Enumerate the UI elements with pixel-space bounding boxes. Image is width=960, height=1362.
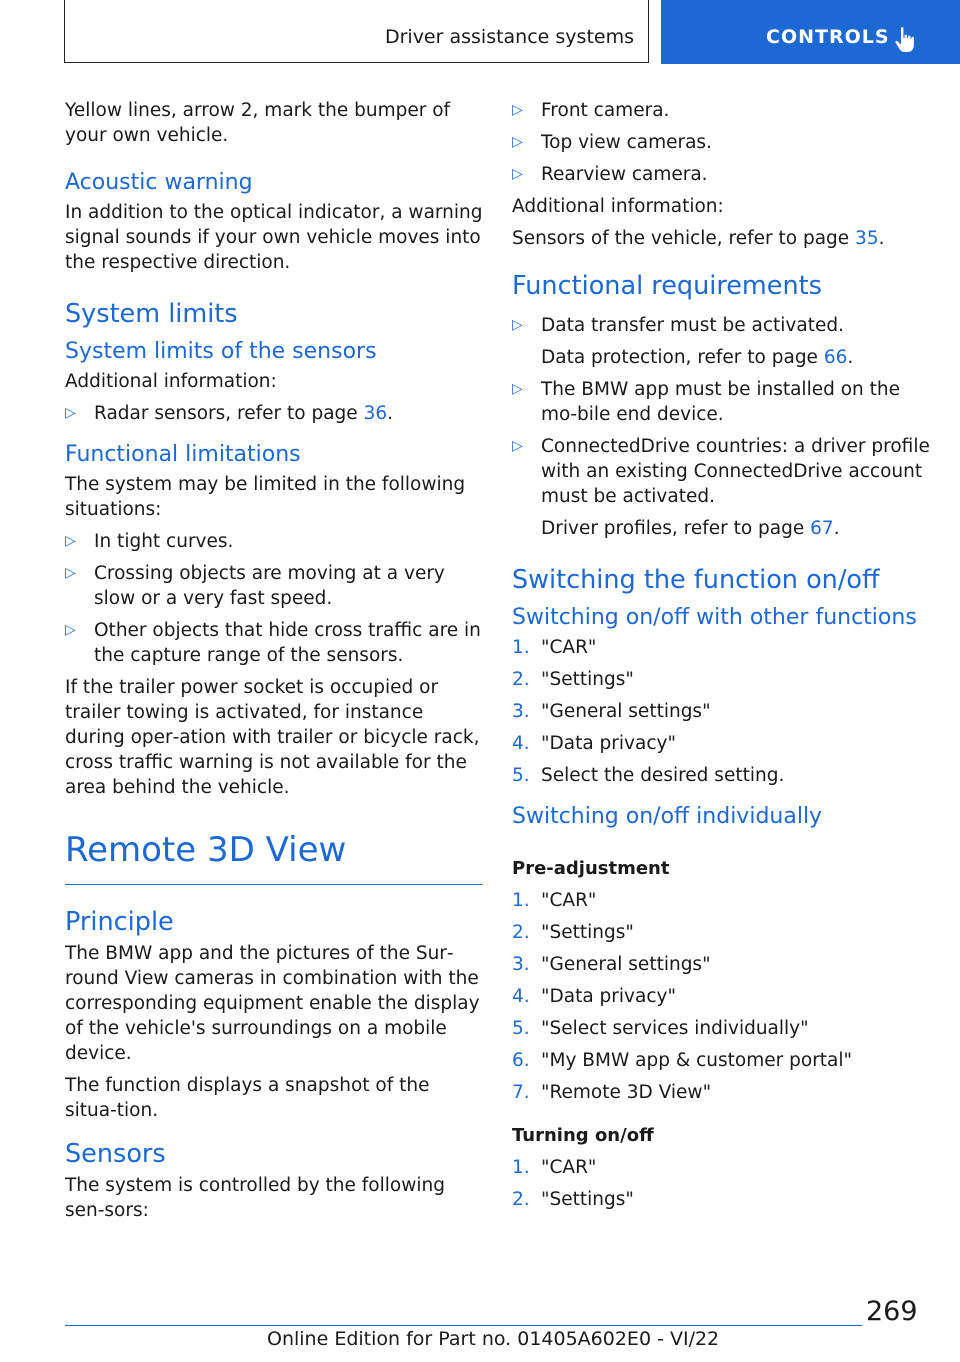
left-column xyxy=(65,98,483,1230)
page-link-66[interactable]: 66 xyxy=(823,347,848,368)
list-item xyxy=(512,731,930,756)
list-item xyxy=(512,1080,930,1105)
system-limits-heading: System limits xyxy=(65,299,238,329)
limitation-text: In tight curves. xyxy=(94,531,234,552)
acoustic-warning-text: In addition to the optical indicator, a warning signal sounds if your own vehicle moves into the respective direction. xyxy=(65,202,483,273)
list-item xyxy=(512,952,930,977)
requirement-text: The BMW app must be installed on the mo‐bile end device. xyxy=(541,379,901,425)
section-title: Driver assistance systems xyxy=(384,26,634,48)
step-number: 3. xyxy=(512,701,530,722)
page-link-35[interactable]: 35 xyxy=(855,228,879,249)
list-item xyxy=(512,635,930,660)
pre-adjustment-steps xyxy=(512,888,930,1105)
step-number: 7. xyxy=(512,1082,530,1103)
list-item xyxy=(512,1016,930,1041)
additional-info-label: Additional information: xyxy=(65,371,277,392)
arrow-bullet-icon: ▷ xyxy=(65,622,76,638)
arrow-bullet-icon: ▷ xyxy=(512,166,523,182)
other-functions-steps xyxy=(512,635,930,788)
step-number: 1. xyxy=(512,890,530,911)
additional-info-label: Additional information: xyxy=(512,196,724,217)
acoustic-warning-heading: Acoustic warning xyxy=(65,170,253,195)
vehicle-sensors-ref: Sensors of the vehicle, refer to page 35. xyxy=(512,228,885,249)
step-number: 2. xyxy=(512,1189,530,1210)
step-number: 5. xyxy=(512,765,530,786)
step-number: 2. xyxy=(512,922,530,943)
step-number: 1. xyxy=(512,1157,530,1178)
principle-heading: Principle xyxy=(65,907,174,937)
step-text: "Settings" xyxy=(541,1189,634,1210)
limitation-text: Crossing objects are moving at a very slow or a very fast speed. xyxy=(94,563,445,609)
list-item: ▷ Radar sensors, refer to page 36. xyxy=(65,403,393,424)
step-number: 3. xyxy=(512,954,530,975)
limitations-list xyxy=(65,529,483,668)
step-number: 5. xyxy=(512,1018,530,1039)
edition-footer: Online Edition for Part no. 01405A602E0 - VI/22 xyxy=(267,1328,720,1350)
step-number: 4. xyxy=(512,733,530,754)
page-header xyxy=(0,0,960,66)
sensor-text: Front camera. xyxy=(541,100,670,121)
step-number: 4. xyxy=(512,986,530,1007)
sensor-list xyxy=(512,98,930,187)
requirement-text: ConnectedDrive countries: a driver profile with an existing ConnectedDrive account must be activated. xyxy=(541,436,930,507)
list-item xyxy=(512,763,930,788)
step-text: "Remote 3D View" xyxy=(541,1082,712,1103)
page-link-67[interactable]: 67 xyxy=(810,518,834,539)
radar-text: Radar sensors, refer to page xyxy=(94,403,364,424)
list-item xyxy=(65,529,483,554)
arrow-bullet-icon: ▷ xyxy=(512,381,523,397)
step-text: "Data privacy" xyxy=(541,986,676,1007)
arrow-bullet-icon: ▷ xyxy=(512,438,523,454)
footer-divider xyxy=(65,1325,862,1326)
limitation-text: Other objects that hide cross traffic are in the capture range of the sensors. xyxy=(94,620,481,666)
pointing-hand-icon xyxy=(894,26,918,54)
list-item xyxy=(512,98,930,123)
step-text: "Settings" xyxy=(541,669,634,690)
chapter-title: CONTROLS xyxy=(766,26,890,48)
list-item xyxy=(512,130,930,155)
individually-heading: Switching on/off individually xyxy=(512,804,823,829)
trailer-paragraph: If the trailer power socket is occupied or trailer towing is activated, for instance during oper‐ation with trailer or bicycle rack, cross traffic warning is not available for the area behind the vehicle. xyxy=(65,677,480,798)
list-item xyxy=(512,313,930,370)
arrow-bullet-icon: ▷ xyxy=(65,565,76,581)
step-text: "Data privacy" xyxy=(541,733,676,754)
requirements-list xyxy=(512,313,930,541)
ref-text: Sensors of the vehicle, refer to page xyxy=(512,228,856,249)
step-text: "CAR" xyxy=(541,890,597,911)
chapter-tab xyxy=(661,0,960,64)
list-item xyxy=(512,984,930,1009)
principle-text-1: The BMW app and the pictures of the Sur‐round View cameras in combination with the corresponding equipment enable the display of the vehicle's surroundings on a mobile device. xyxy=(65,943,480,1064)
step-text: "CAR" xyxy=(541,637,597,658)
page-link-36[interactable]: 36 xyxy=(363,403,388,424)
step-text: "General settings" xyxy=(541,954,711,975)
functional-requirements-heading: Functional requirements xyxy=(512,271,822,301)
arrow-bullet-icon: ▷ xyxy=(512,317,523,333)
step-text: "My BMW app & customer portal" xyxy=(541,1050,853,1071)
page-number: 269 xyxy=(866,1296,918,1327)
right-column xyxy=(512,98,930,1219)
list-item xyxy=(512,667,930,692)
turning-heading: Turning on/off xyxy=(512,1125,654,1146)
requirement-ref: Driver profiles, refer to page 67. xyxy=(541,518,840,539)
sensor-text: Rearview camera. xyxy=(541,164,708,185)
pre-adjustment-heading: Pre-adjustment xyxy=(512,858,670,879)
list-item xyxy=(512,699,930,724)
ref-text: Driver profiles, refer to page xyxy=(541,518,811,539)
switching-heading: Switching the function on/off xyxy=(512,565,880,595)
step-text: "General settings" xyxy=(541,701,711,722)
list-item xyxy=(512,920,930,945)
arrow-bullet-icon: ▷ xyxy=(512,102,523,118)
list-item xyxy=(512,1155,930,1180)
ref-text: Data protection, refer to page xyxy=(541,347,824,368)
radar-list xyxy=(65,401,483,426)
list-item xyxy=(512,888,930,913)
step-number: 1. xyxy=(512,637,530,658)
sensors-text: The system is controlled by the following sen‐sors: xyxy=(65,1175,445,1221)
functional-limitations-text: The system may be limited in the following situations: xyxy=(65,474,466,520)
sensor-limits-heading: System limits of the sensors xyxy=(65,339,377,364)
principle-text-2: The function displays a snapshot of the situa‐tion. xyxy=(65,1075,430,1121)
list-item xyxy=(512,434,930,541)
turning-steps xyxy=(512,1155,930,1212)
arrow-bullet-icon: ▷ xyxy=(65,405,76,421)
other-functions-heading: Switching on/off with other functions xyxy=(512,605,917,630)
list-item xyxy=(65,618,483,668)
step-text: "CAR" xyxy=(541,1157,597,1178)
sensors-heading: Sensors xyxy=(65,1139,166,1169)
step-text: "Select services individually" xyxy=(541,1018,809,1039)
step-number: 6. xyxy=(512,1050,530,1071)
list-item xyxy=(512,1048,930,1073)
list-item xyxy=(512,1187,930,1212)
requirement-text: Data transfer must be activated. xyxy=(541,315,844,336)
functional-limitations-heading: Functional limitations xyxy=(65,442,301,467)
arrow-bullet-icon: ▷ xyxy=(65,533,76,549)
list-item xyxy=(512,377,930,427)
intro-paragraph: Yellow lines, arrow 2, mark the bumper of your own vehicle. xyxy=(65,100,451,146)
sensor-text: Top view cameras. xyxy=(541,132,712,153)
list-item xyxy=(512,162,930,187)
step-text: "Settings" xyxy=(541,922,634,943)
chapter-heading: Remote 3D View xyxy=(65,828,483,885)
arrow-bullet-icon: ▷ xyxy=(512,134,523,150)
list-item xyxy=(65,561,483,611)
step-text: Select the desired setting. xyxy=(541,765,785,786)
step-number: 2. xyxy=(512,669,530,690)
requirement-ref: Data protection, refer to page 66. xyxy=(541,347,854,368)
